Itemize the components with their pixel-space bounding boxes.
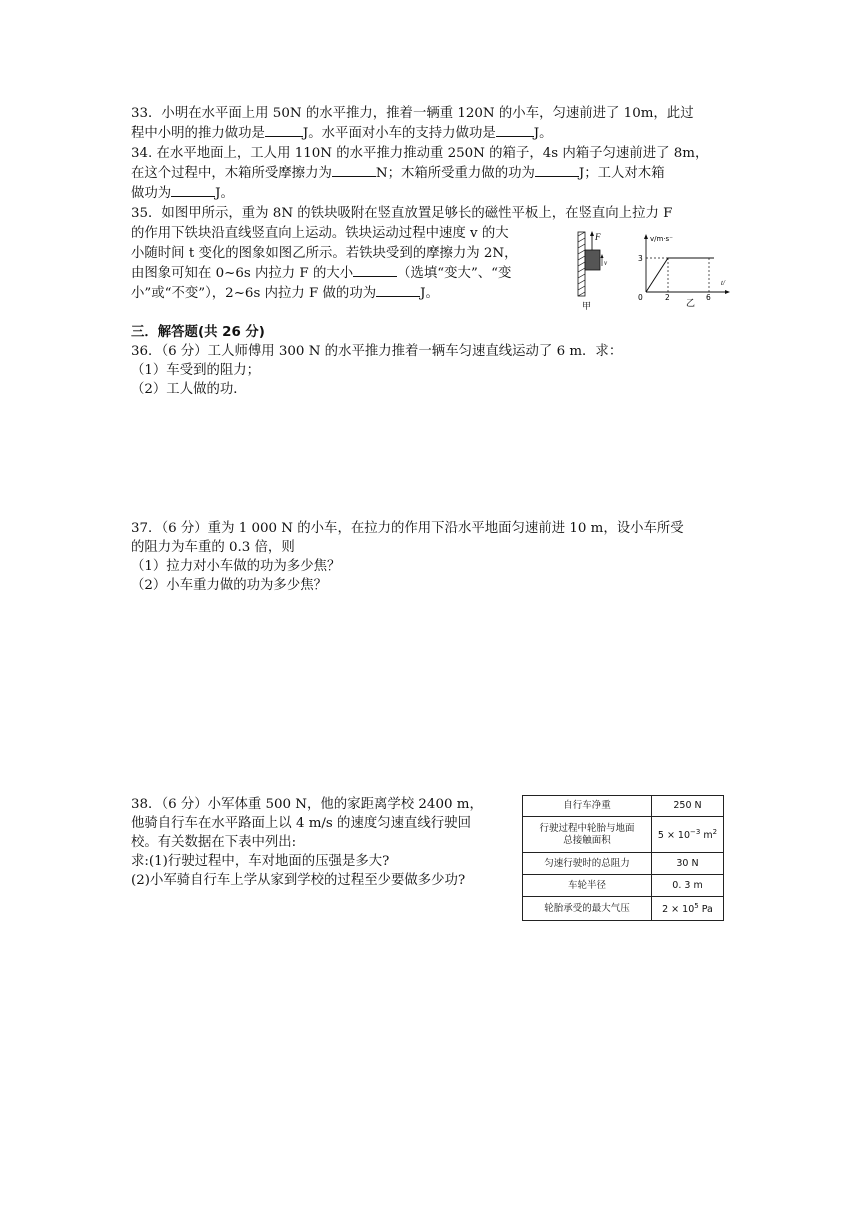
table-value [652, 897, 724, 921]
q36-line2: （1）车受到的阻力； [131, 363, 261, 378]
q34-text-d: 做功为 [131, 186, 172, 201]
table-key [523, 817, 652, 853]
table-row [523, 897, 724, 921]
q33-blank-1[interactable] [265, 124, 303, 137]
value-base: 5 × 10 [657, 830, 691, 842]
x-tick-2: 2 [665, 293, 670, 302]
value-exponent: −3 [690, 828, 701, 837]
bicycle-data-table [522, 795, 724, 921]
force-label: F [595, 232, 601, 242]
figure-jia [572, 228, 612, 312]
table-key-line1: 行驶过程中轮胎与地面 [539, 822, 635, 834]
table-value: 30 N [652, 853, 724, 875]
q35-text-c: 小”或“不变”），2~6s 内拉力 F 做的功为 [131, 286, 377, 301]
velocity-label: v [604, 259, 608, 267]
q34-blank-3[interactable] [171, 184, 215, 197]
q35-line5 [131, 284, 439, 304]
table-key: 轮胎承受的最大气压 [523, 897, 652, 921]
q34-text-b: N；木箱所受重力做的功为 [375, 166, 535, 181]
q33-line2 [131, 124, 553, 144]
magnetic-plate [578, 232, 585, 296]
q36-line3: （2）工人做的功． [131, 382, 247, 397]
q35-text-d: J。 [420, 286, 439, 301]
q35-text-b: （选填“变大”、“变 [397, 266, 512, 281]
q35-line4 [131, 264, 511, 284]
table-key: 匀速行驶时的总阻力 [523, 853, 652, 875]
q37-line3: （1）拉力对小车做的功为多少焦？ [131, 559, 341, 574]
q34-blank-1[interactable] [332, 164, 376, 177]
q35-text-a: 由图象可知在 0~6s 内拉力 F 的大小 [131, 266, 354, 281]
q35-blank-2[interactable] [376, 284, 420, 297]
q34-text-a: 在这个过程中，木箱所受摩擦力为 [131, 166, 332, 181]
q37-line1: 37．（6 分）重为 1 000 N 的小车，在拉力的作用下沿水平地面匀速前进 10 m，设小车所受 [131, 521, 684, 536]
figure-jia-label: 甲 [582, 302, 592, 312]
table-key: 自行车净重 [523, 796, 652, 817]
figure-yi-label: 乙 [686, 299, 696, 309]
y-tick-3: 3 [638, 254, 643, 263]
y-axis-label: v/m·s⁻ [650, 235, 673, 243]
x-tick-6: 6 [706, 293, 711, 302]
q33-blank-2[interactable] [496, 124, 534, 137]
q38-line2: 他骑自行车在水平路面上以 4 m/s 的速度匀速直线行驶回 [131, 816, 471, 831]
table-key: 车轮半径 [523, 875, 652, 897]
q34-line3 [131, 184, 234, 204]
table-row [523, 817, 724, 853]
table-key-line2: 总接触面积 [563, 834, 611, 846]
force-arrow-head [590, 231, 594, 236]
value-exponent: 5 [694, 902, 699, 911]
y-axis-arrow [644, 234, 648, 239]
q35-line3: 小随时间 t 变化的图象如图乙所示。若铁块受到的摩擦力为 2N， [131, 246, 518, 261]
x-axis-arrow [725, 290, 730, 294]
q34-line2 [131, 164, 665, 184]
section-3-heading: 三．解答题(共 26 分) [131, 325, 265, 340]
q37-line2: 的阻力为车重的 0.3 倍，则 [131, 540, 295, 555]
q33-text-c: J。 [533, 126, 553, 141]
q33-text-a: 程中小明的推力做功是 [131, 126, 265, 141]
q38-line1: 38．（6 分）小军体重 500 N，他的家距离学校 2400 m， [131, 797, 483, 812]
q34-line1: 34. 在水平地面上，工人用 110N 的水平推力推动重 250N 的箱子，4s 内箱子匀速前进了 8m， [131, 146, 709, 161]
table-value: 0. 3 m [652, 875, 724, 897]
q36-line1: 36．（6 分）工人师傅用 300 N 的水平推力推着一辆车匀速直线运动了 6 m．求： [131, 344, 623, 359]
q35-blank-1[interactable] [353, 264, 397, 277]
q38-line5: (2)小军骑自行车上学从家到学校的过程至少要做多少功? [131, 873, 466, 888]
value-unit: Pa [698, 904, 713, 916]
q33-text-b: J。水平面对小车的支持力做功是 [302, 126, 496, 141]
q35-line1: 35．如图甲所示，重为 8N 的铁块吸附在竖直放置足够长的磁性平板上，在竖直向上拉力 F [131, 206, 673, 221]
table-row [523, 796, 724, 817]
table-value [652, 817, 724, 853]
value-base: 2 × 10 [662, 904, 695, 916]
q34-text-c: J；工人对木箱 [578, 166, 665, 181]
velocity-curve [646, 258, 714, 292]
value-unit: m [700, 830, 713, 842]
table-row [523, 875, 724, 897]
q34-blank-2[interactable] [535, 164, 579, 177]
q34-text-e: J。 [215, 186, 234, 201]
origin-label: 0 [638, 293, 643, 302]
x-axis-label: t/ [721, 279, 725, 287]
velocity-arrow-head [601, 254, 604, 258]
q38-line4: 求:(1)行驶过程中，车对地面的压强是多大? [131, 854, 390, 869]
value-unit-exponent: 2 [712, 828, 718, 837]
iron-block [585, 250, 600, 270]
q35-line2: 的作用下铁块沿直线竖直向上运动。铁块运动过程中速度 v 的大 [131, 226, 509, 241]
figure-yi [634, 230, 734, 310]
table-value: 250 N [652, 796, 724, 817]
q33-line1: 33．小明在水平面上用 50N 的水平推力，推着一辆重 120N 的小车，匀速前进了 10m，此过 [131, 106, 694, 121]
q38-line3: 校。有关数据在下表中列出: [131, 835, 297, 850]
table-row [523, 853, 724, 875]
q37-line4: （2）小车重力做的功为多少焦？ [131, 578, 327, 593]
